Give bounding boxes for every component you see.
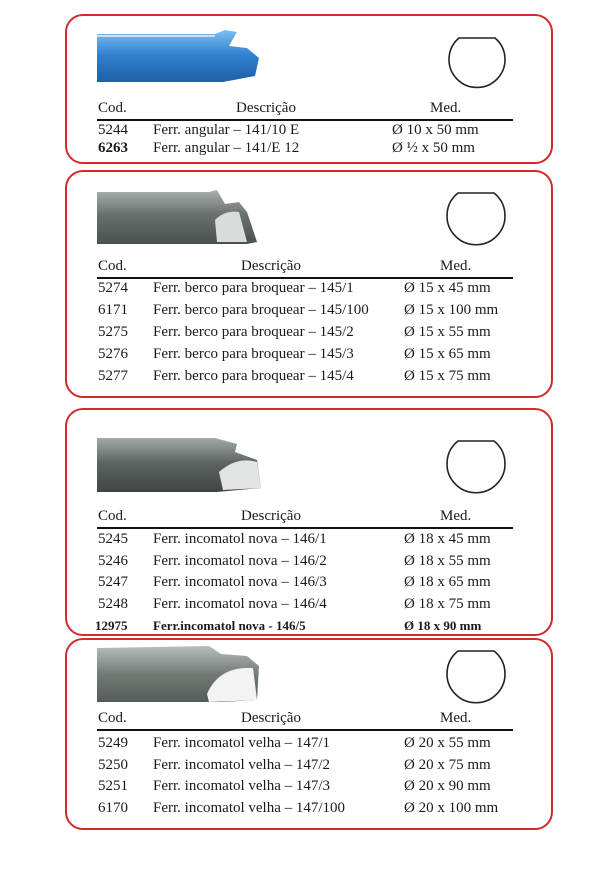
row-cod: 5247 bbox=[98, 574, 128, 590]
cross-section-profile-icon bbox=[445, 188, 507, 250]
table-row bbox=[98, 553, 518, 571]
table-header bbox=[98, 258, 518, 276]
header-descricao: Descrição bbox=[241, 710, 301, 726]
header-descricao: Descrição bbox=[236, 100, 296, 116]
row-cod: 5250 bbox=[98, 757, 128, 773]
table-header bbox=[98, 710, 518, 728]
header-divider bbox=[97, 527, 513, 529]
section-card-incomatol-nova bbox=[65, 408, 553, 636]
section-card-angular bbox=[65, 14, 553, 164]
angular-tool-image bbox=[97, 30, 259, 90]
row-med: Ø 20 x 90 mm bbox=[404, 778, 491, 794]
row-descricao: Ferr. incomatol velha – 147/3 bbox=[153, 778, 331, 794]
table-row bbox=[98, 324, 518, 342]
table-row bbox=[98, 346, 518, 364]
row-descricao: Ferr. incomatol nova – 146/4 bbox=[153, 596, 327, 612]
section-card-berco bbox=[65, 170, 553, 398]
row-cod: 12975 bbox=[95, 618, 128, 633]
header-med: Med. bbox=[440, 710, 472, 726]
row-med: Ø 15 x 65 mm bbox=[404, 346, 491, 362]
header-divider bbox=[97, 119, 513, 121]
row-descricao: Ferr. incomatol velha – 147/100 bbox=[153, 800, 346, 816]
row-descricao: Ferr. berco para broquear – 145/4 bbox=[153, 368, 354, 384]
header-cod: Cod. bbox=[98, 508, 127, 524]
header-cod: Cod. bbox=[98, 258, 127, 274]
table-row bbox=[98, 368, 518, 386]
row-cod: 5251 bbox=[98, 778, 128, 794]
row-descricao: Ferr. incomatol nova – 146/1 bbox=[153, 531, 327, 547]
table-row bbox=[98, 757, 518, 775]
header-descricao: Descrição bbox=[241, 508, 301, 524]
header-med: Med. bbox=[430, 100, 462, 116]
incomatol-nova-tool-image bbox=[97, 438, 263, 494]
row-descricao: Ferr. incomatol velha – 147/2 bbox=[153, 757, 331, 773]
row-med: Ø 18 x 45 mm bbox=[404, 531, 491, 547]
row-cod: 6263 bbox=[98, 140, 128, 156]
table-row bbox=[98, 596, 518, 614]
row-descricao: Ferr.incomatol nova - 146/5 bbox=[153, 618, 306, 633]
section-card-incomatol-velha bbox=[65, 638, 553, 830]
header-med: Med. bbox=[440, 258, 472, 274]
cross-section-profile-icon bbox=[445, 436, 507, 498]
row-descricao: Ferr. incomatol velha – 147/1 bbox=[153, 735, 331, 751]
table-header bbox=[98, 100, 518, 118]
table-row bbox=[98, 302, 518, 320]
row-cod: 5246 bbox=[98, 553, 128, 569]
table-header bbox=[98, 508, 518, 526]
table-row bbox=[98, 574, 518, 592]
row-cod: 6171 bbox=[98, 302, 128, 318]
row-cod: 5275 bbox=[98, 324, 128, 340]
cross-section-profile-icon bbox=[445, 646, 507, 708]
header-cod: Cod. bbox=[98, 100, 127, 116]
row-cod: 5245 bbox=[98, 531, 128, 547]
cross-section-profile-icon bbox=[447, 32, 507, 92]
row-cod: 6170 bbox=[98, 800, 128, 816]
row-descricao: Ferr. angular – 141/10 E bbox=[153, 122, 300, 138]
table-row bbox=[98, 140, 518, 158]
row-descricao: Ferr. berco para broquear – 145/3 bbox=[153, 346, 354, 362]
row-cod: 5248 bbox=[98, 596, 128, 612]
table-row bbox=[98, 778, 518, 796]
table-row bbox=[98, 122, 518, 140]
row-cod: 5274 bbox=[98, 280, 128, 296]
row-med: Ø 18 x 90 mm bbox=[404, 618, 482, 633]
header-divider bbox=[97, 277, 513, 279]
row-descricao: Ferr. incomatol nova – 146/2 bbox=[153, 553, 327, 569]
row-med: Ø 18 x 75 mm bbox=[404, 596, 491, 612]
table-row bbox=[98, 280, 518, 298]
header-divider bbox=[97, 729, 513, 731]
header-cod: Cod. bbox=[98, 710, 127, 726]
row-med: Ø 20 x 75 mm bbox=[404, 757, 491, 773]
row-med: Ø 20 x 55 mm bbox=[404, 735, 491, 751]
table-row bbox=[98, 800, 518, 818]
row-med: Ø 20 x 100 mm bbox=[404, 800, 499, 816]
table-row bbox=[98, 735, 518, 753]
row-med: Ø 15 x 55 mm bbox=[404, 324, 491, 340]
incomatol-velha-tool-image bbox=[97, 644, 263, 706]
row-med: Ø 15 x 100 mm bbox=[404, 302, 499, 318]
row-cod: 5277 bbox=[98, 368, 128, 384]
row-cod: 5276 bbox=[98, 346, 128, 362]
row-med: Ø 15 x 75 mm bbox=[404, 368, 491, 384]
row-med: Ø 15 x 45 mm bbox=[404, 280, 491, 296]
header-med: Med. bbox=[440, 508, 472, 524]
row-descricao: Ferr. berco para broquear – 145/100 bbox=[153, 302, 369, 318]
table-row bbox=[95, 618, 518, 634]
row-med: Ø ½ x 50 mm bbox=[392, 140, 475, 156]
berco-tool-image bbox=[97, 190, 259, 246]
row-med: Ø 10 x 50 mm bbox=[392, 122, 479, 138]
row-descricao: Ferr. berco para broquear – 145/2 bbox=[153, 324, 354, 340]
table-row bbox=[98, 531, 518, 549]
row-cod: 5244 bbox=[98, 122, 128, 138]
row-med: Ø 18 x 65 mm bbox=[404, 574, 491, 590]
row-descricao: Ferr. angular – 141/E 12 bbox=[153, 140, 300, 156]
header-descricao: Descrição bbox=[241, 258, 301, 274]
row-descricao: Ferr. incomatol nova – 146/3 bbox=[153, 574, 327, 590]
row-cod: 5249 bbox=[98, 735, 128, 751]
row-med: Ø 18 x 55 mm bbox=[404, 553, 491, 569]
row-descricao: Ferr. berco para broquear – 145/1 bbox=[153, 280, 354, 296]
